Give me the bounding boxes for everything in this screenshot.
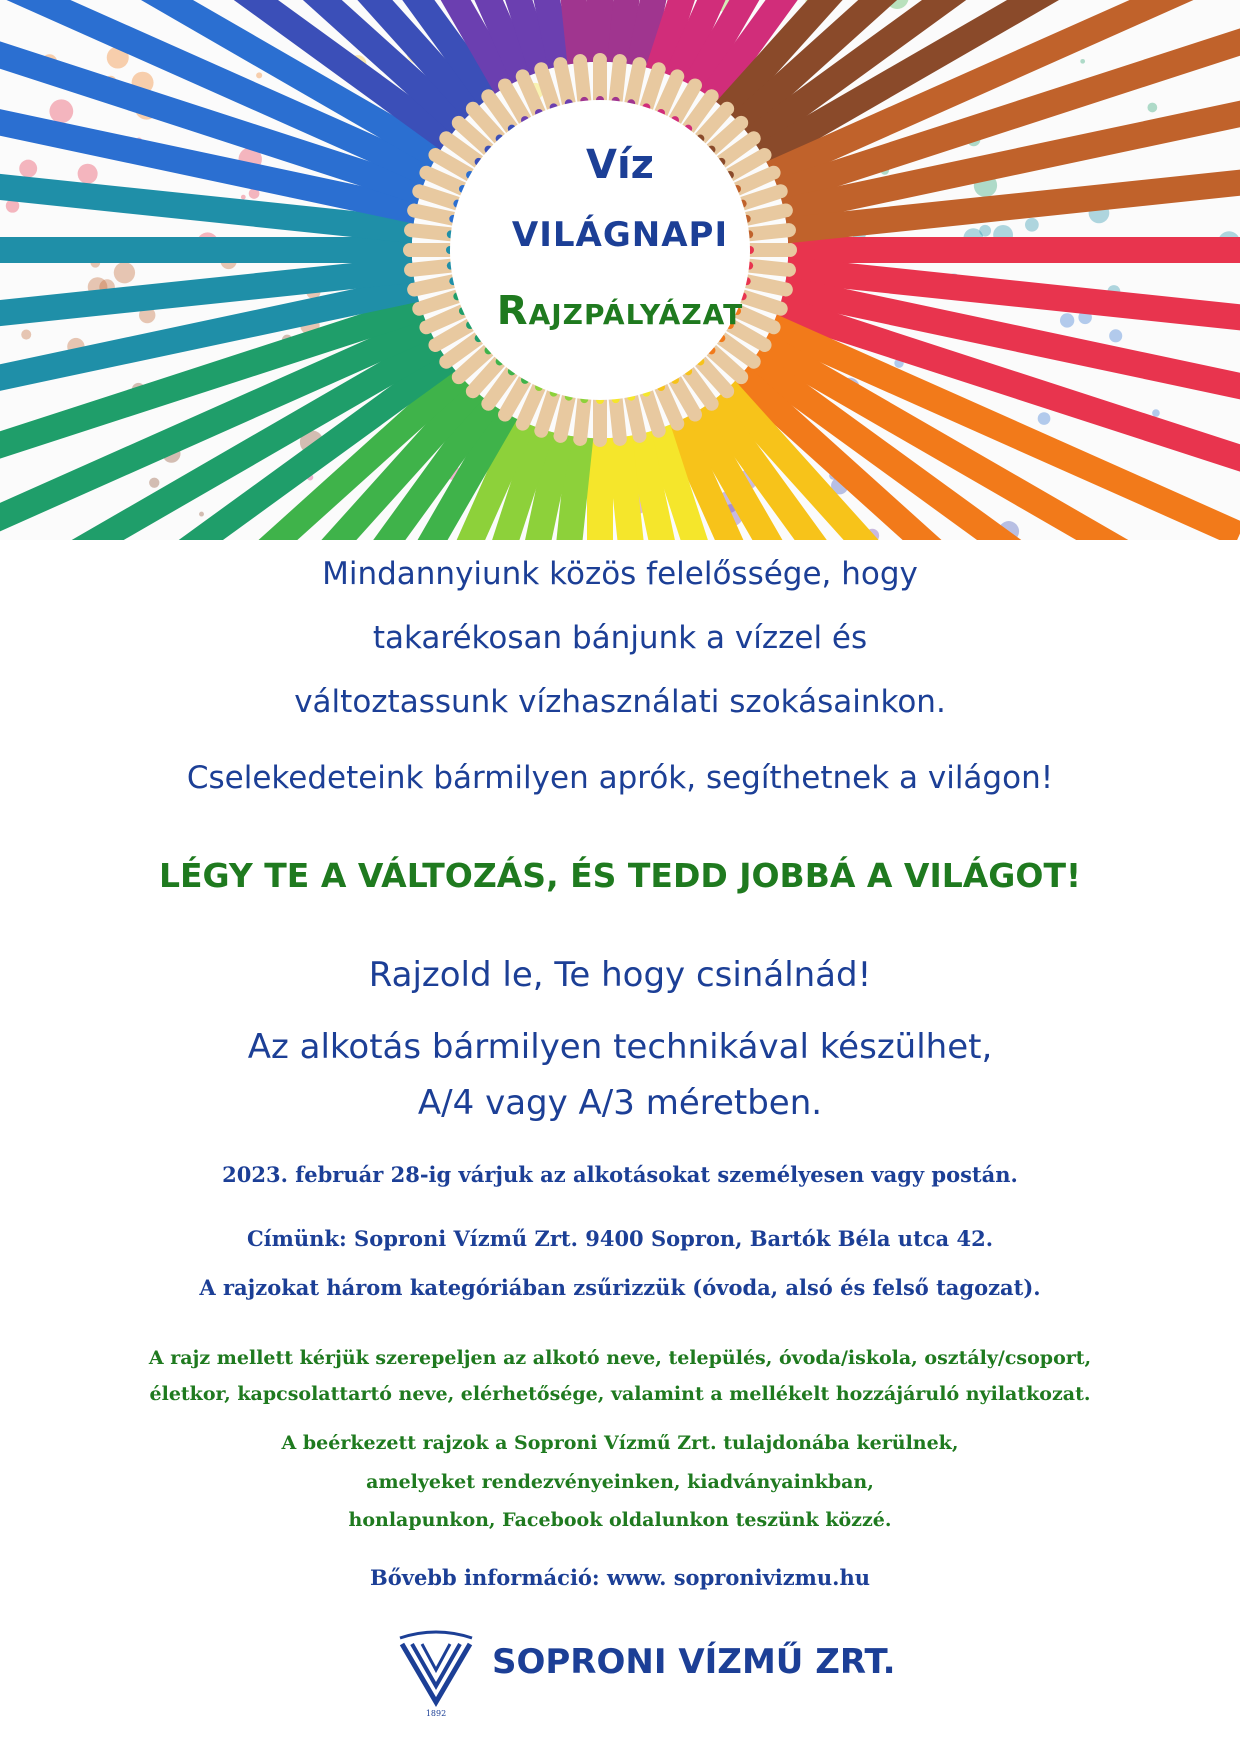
intro-line-1: Mindannyiunk közös felelőssége, hogy <box>322 556 918 592</box>
pencil-wood-tip <box>580 399 584 439</box>
requirements-line-2: életkor, kapcsolattartó neve, elérhetősége, valamint a mellékelt hozzájáruló nyilatkozat. <box>149 1383 1091 1405</box>
pencil-wood-tip <box>631 64 639 103</box>
pencil-wood-tip <box>419 191 457 203</box>
pencil-wood-tip <box>749 266 789 270</box>
paint-splash <box>1038 412 1051 425</box>
pencil-wood-tip <box>646 69 658 107</box>
ownership-line-1: A beérkezett rajzok a Soproni Vízmű Zrt. tulajdonába kerülnek, <box>281 1432 959 1454</box>
intro-line-3: változtassunk vízhasználati szokásainkon. <box>294 684 946 720</box>
paint-splash <box>149 478 159 488</box>
pencil-wood-tip <box>616 61 620 101</box>
paint-splash <box>256 72 262 78</box>
draw-line-1: Rajzold le, Te hogy csinálnád! <box>368 955 872 995</box>
paint-splash <box>114 262 135 283</box>
pencil-wood-tip <box>541 393 553 431</box>
company-name: SOPRONI VÍZMŰ ZRT. <box>492 1642 896 1682</box>
paint-splash <box>241 195 246 200</box>
pencil-wood-tip <box>646 393 658 431</box>
hero-title-line2: VILÁGNAPI <box>511 215 729 255</box>
paint-splash <box>1152 409 1160 417</box>
address-text: Címünk: Soproni Vízmű Zrt. 9400 Sopron, Bartók Béla utca 42. <box>246 1226 994 1251</box>
paint-splash <box>199 512 204 517</box>
colored-pencils-illustration <box>0 0 1240 540</box>
pencil-wood-tip <box>560 397 568 436</box>
draw-line-2: Az alkotás bármilyen technikával készülhet, <box>247 1027 993 1067</box>
slogan: LÉGY TE A VÁLTOZÁS, ÉS TEDD JOBBÁ A VILÁGOT! <box>158 856 1082 895</box>
pencil-wood-tip <box>411 266 451 270</box>
company-logo-icon <box>396 1630 476 1720</box>
deadline-text: 2023. február 28-ig várjuk az alkotásokat személyesen vagy postán. <box>222 1162 1018 1187</box>
ownership-line-3: honlapunkon, Facebook oldalunkon teszünk közzé. <box>348 1509 892 1531</box>
pencil-wood-tip <box>631 397 639 436</box>
hero-title-line3: Rajzpályázat <box>496 288 744 334</box>
categories-text: A rajzokat három kategóriában zsűrizzük (óvoda, alsó és felső tagozat). <box>199 1275 1041 1300</box>
ownership-line-2: amelyeket rendezvényeinken, kiadványainkban, <box>366 1471 874 1493</box>
info-link-text: Bővebb információ: www. sopronivizmu.hu <box>369 1565 871 1590</box>
pencil-wood-tip <box>541 69 553 107</box>
paint-splash <box>1147 103 1157 113</box>
intro-line-2: takarékosan bánjunk a vízzel és <box>372 620 868 656</box>
hero-banner <box>0 0 1240 540</box>
pencil-wood-tip <box>743 191 781 203</box>
logo-year: 1892 <box>425 1709 447 1718</box>
intro-line-4: Cselekedeteink bármilyen aprók, segíthetnek a világon! <box>186 760 1054 796</box>
paint-splash <box>1080 59 1085 64</box>
pencil-wood-tip <box>580 61 584 101</box>
pencil-wood-tip <box>560 64 568 103</box>
pencil-wood-tip <box>616 399 620 439</box>
paint-splash <box>49 99 73 123</box>
requirements-line-1: A rajz mellett kérjük szerepeljen az alkotó neve, település, óvoda/iskola, osztály/csoport, <box>148 1347 1092 1369</box>
hero-title-line1: Víz <box>586 142 654 188</box>
draw-line-3: A/4 vagy A/3 méretben. <box>417 1083 823 1123</box>
